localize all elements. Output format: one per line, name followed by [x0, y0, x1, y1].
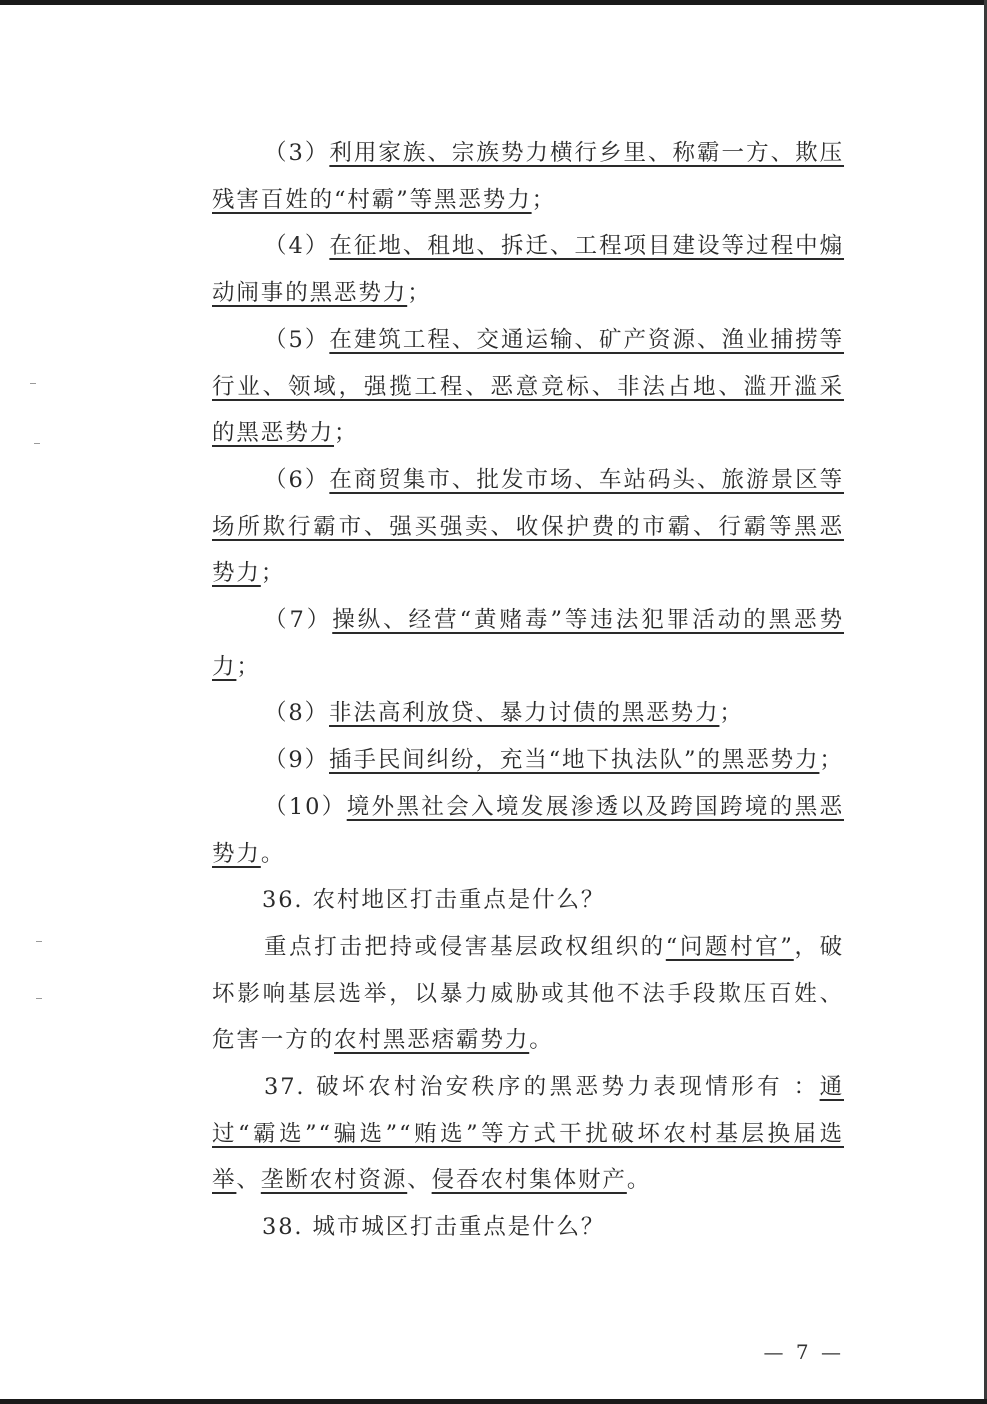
answer-end: 。 [529, 1027, 554, 1054]
item-number: （8） [264, 700, 330, 727]
scan-speck [34, 443, 40, 444]
separator: 、 [236, 1167, 261, 1194]
item-number: （5） [264, 326, 330, 353]
item-text: 在商贸集市、批发市场、车站码头、旅游景区等场所欺行霸市、强买强卖、收保护费的市霸、行霸等黑恶势力 [212, 466, 845, 587]
item-end: ； [236, 653, 261, 680]
item-end: ； [260, 560, 286, 587]
answer-underlined: 垄断农村资源 [260, 1167, 408, 1194]
document-body [212, 130, 844, 1251]
item-end: 。 [260, 840, 286, 867]
item-number: （9） [264, 747, 330, 774]
scan-speck [30, 383, 36, 384]
answer-end: 。 [626, 1167, 652, 1194]
scan-speck [36, 941, 42, 942]
answer-underlined: 侵吞农村集体财产 [431, 1167, 627, 1194]
answer-underlined: “问题村官” [665, 933, 794, 960]
question-36: 36. 农村地区打击重点是什么？ [262, 887, 606, 914]
list-item-8 [212, 690, 844, 737]
question-38: 38. 城市城区打击重点是什么？ [262, 1214, 606, 1241]
item-number: （4） [264, 233, 330, 260]
item-text: 操纵、经营“黄赌毒”等违法犯罪活动的黑恶势力 [212, 607, 845, 680]
item-text: 非法高利放贷、暴力讨债的黑恶势力 [329, 700, 720, 727]
scan-speck [36, 998, 42, 999]
item-text: 境外黑社会入境发展渗透以及跨国跨境的黑恶势力 [212, 793, 844, 867]
scan-top-border [0, 0, 987, 5]
item-number: （10） [264, 793, 347, 820]
answer-underlined: 农村黑恶痞霸势力 [334, 1027, 530, 1054]
item-end: ； [407, 280, 432, 307]
answer-36 [212, 924, 844, 1064]
list-item-4 [212, 223, 844, 316]
list-item-3 [212, 130, 844, 223]
item-end: ； [531, 186, 557, 213]
list-item-10 [212, 784, 844, 877]
page-number: — 7 — [763, 1340, 844, 1364]
list-item-5 [212, 317, 844, 457]
list-item-9 [212, 737, 844, 784]
item-number: （7） [264, 607, 333, 634]
question-37 [212, 1064, 844, 1204]
question-lead: 37. 破坏农村治安秩序的黑恶势力表现情形有 ： [264, 1074, 820, 1101]
item-end: ； [334, 420, 359, 447]
item-text: 在征地、租地、拆迁、工程项目建设等过程中煽动闹事的黑恶势力 [212, 233, 845, 307]
scan-bottom-border [0, 1399, 987, 1404]
item-end: ； [819, 747, 844, 774]
list-item-7 [212, 597, 844, 690]
item-end: ； [719, 700, 744, 727]
list-item-6 [212, 457, 844, 597]
item-number: （3） [264, 140, 330, 166]
item-text: 利用家族、宗族势力横行乡里、称霸一方、欺压残害百姓的“村霸”等黑恶势力 [212, 140, 845, 213]
item-text: 插手民间纠纷，充当“地下执法队”的黑恶势力 [329, 747, 820, 774]
answer-text: 重点打击把持或侵害基层政权组织的 [264, 933, 666, 960]
item-number: （6） [264, 466, 330, 493]
separator: 、 [407, 1167, 432, 1194]
item-text: 在建筑工程、交通运输、矿产资源、渔业捕捞等行业、领域，强揽工程、恶意竞标、非法占地、滥开滥采的黑恶势力 [212, 326, 845, 447]
answer-text: ，破坏影响基层选举，以暴力威胁或其他不法手段欺压百姓、危害一方的 [212, 933, 844, 1054]
answer-underlined: 通过“霸选”“骗选”“贿选”等方式干扰破坏农村基层换届选举 [212, 1074, 844, 1194]
